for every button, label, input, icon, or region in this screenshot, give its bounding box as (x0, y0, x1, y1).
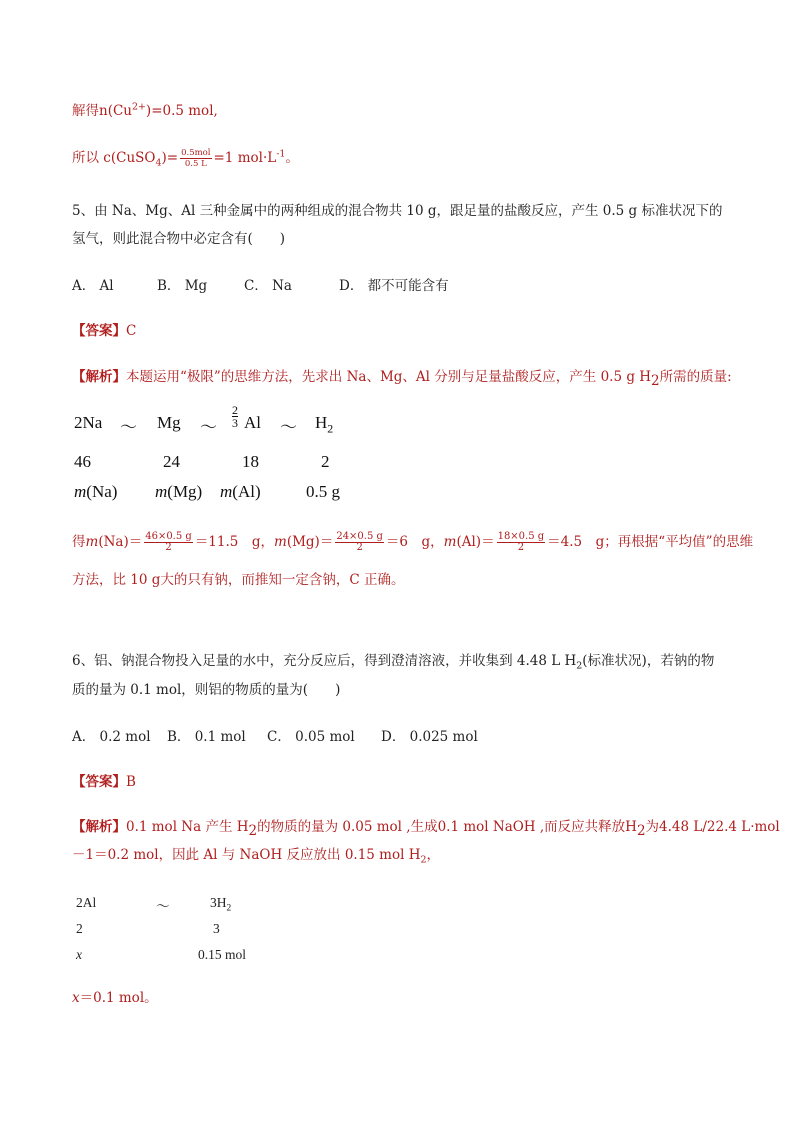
h2-amount: 0.15 mol (198, 947, 247, 962)
tilde-3: ～ (280, 418, 297, 437)
q6-option-b: B． 0.1 mol (167, 729, 246, 745)
q5-stem-line-1: 5、由 Na、Mg、Al 三种金属中的两种组成的混合物共 10 g，跟足量的盐酸反应，产生 0.5 g 标准状况下的 (72, 203, 723, 219)
q5-analysis-line-1: 【解析】本题运用“极限”的思维方法，先求出 Na、Mg、Al 分别与足量盐酸反应，产生 0.5 g $H_2$所需的质量: (72, 369, 732, 390)
q6-analysis-line-1: 【解析】0.1 mol Na 产生 $H_2$的物质的量为 0.05 mol ,生成0.1 mol NaOH ,而反应共释放$H_2$为4.48 L/22.4 L·mol (72, 819, 780, 840)
mass-na: 46 (74, 452, 91, 471)
fraction: $\frac{24\times 0.5 g}{2}$ (336, 531, 383, 553)
q6-stem-line-2: 质的量为 0.1 mol，则铝的物质的量为( ) (72, 682, 341, 698)
fraction: $\frac{\text{0.5mol}}{0.5 L}$ (181, 148, 211, 169)
fraction: $\frac{46\times 0.5 g}{2}$ (145, 531, 192, 553)
mass-h2: 2 (321, 452, 330, 471)
q6-result: x＝0.1 mol。 (72, 990, 158, 1006)
ratio-h2: $H_2$ (315, 413, 334, 436)
ratio-mg: Mg (157, 413, 181, 432)
mass-mg: 24 (163, 452, 180, 471)
q5-option-d: D． 都不可能含有 (339, 278, 449, 294)
q5-option-c: C． Na (244, 278, 292, 294)
m-na: m(Na) (74, 482, 118, 501)
q5-option-b: B． Mg (157, 278, 208, 294)
coef-al: 2 (76, 921, 83, 936)
q5-answer: 【答案】C (72, 323, 137, 339)
fraction: $\frac{18\times 0.5 g}{2}$ (497, 531, 545, 553)
tilde: ～ (156, 899, 170, 914)
q6-stem-line-1: 6、铝、钠混合物投入足量的水中，充分反应后，得到澄清溶液，并收集到 4.48 L $H_2$(标准状况)，若钠的物 (72, 653, 715, 672)
ratio-al: Al (244, 413, 261, 432)
ratio-2al: 2Al (76, 895, 97, 910)
q5-result-line: 得m(Na)＝ $\frac{46\times 0.5 g}{2}$ ＝11.5 g，m(Mg)＝ $\frac{24\times 0.5 g}{2}$ ＝6 g，m(Al)＝ $\frac{18\times 0.5 g}{2}$ ＝4.5 g；再根据“平均值”的思维 (72, 531, 754, 553)
q6-option-a: A． 0.2 mol (72, 729, 151, 745)
unknown-x: x (76, 947, 82, 962)
q6-option-c: C． 0.05 mol (267, 729, 355, 745)
ratio-2na: 2Na (74, 413, 103, 432)
m-h2: 0.5 g (306, 482, 340, 501)
fraction-two-thirds: $\frac{2}{3}$ (232, 403, 238, 430)
q5-option-a: A． Al (72, 278, 114, 294)
m-mg: m(Mg) (155, 482, 203, 501)
q6-option-d: D． 0.025 mol (381, 729, 478, 745)
q5-options (72, 276, 449, 296)
q6-analysis-line-2: －1＝0.2 mol，因此 Al 与 NaOH 反应放出 0.15 mol $H_2$， (72, 847, 441, 866)
solution-line-1: 解得$n(Cu^{2+})=0.5$ mol, (72, 101, 218, 119)
coef-h2: 3 (213, 921, 220, 936)
q5-conclusion: 方法，比 10 g大的只有钠，而推知一定含钠，C 正确。 (72, 572, 405, 588)
m-al: m(Al) (220, 482, 261, 501)
solution-line-2: 所以 c(CuSO$_4$)= $\frac{\text{0.5mol}}{0.5 L}$ =1 $mol\cdot L^{-1}$。 (72, 148, 299, 169)
q6-options (72, 727, 478, 747)
q6-answer: 【答案】B (72, 774, 136, 790)
tilde-1: ～ (120, 418, 137, 437)
mass-al: 18 (242, 452, 259, 471)
tilde-2: ～ (200, 418, 217, 437)
q5-stem-line-2: 氢气，则此混合物中必定含有( ) (72, 231, 286, 247)
ratio-3h2: $3H_2$ (210, 895, 232, 914)
